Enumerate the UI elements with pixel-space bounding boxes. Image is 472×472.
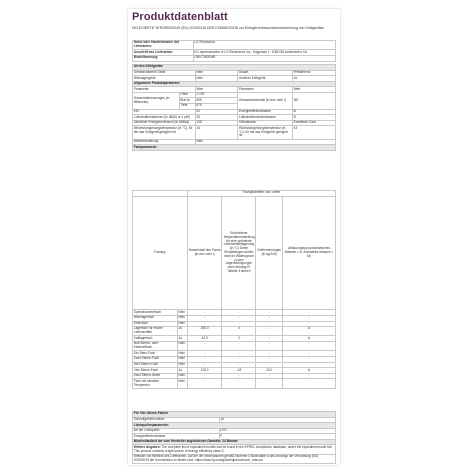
general-header: Allgemeine Produktparameter: — [133, 81, 336, 87]
compartment-cell: - — [187, 362, 222, 368]
compartment-cell: - — [222, 362, 256, 368]
volume-label: Gesamtrauminhalt (in dm³ oder l) — [238, 92, 293, 109]
compartment-cell: - — [282, 362, 335, 368]
general-cell: Energieeffizienzklasse — [238, 109, 293, 115]
compartment-cell: 115,0 — [187, 368, 222, 374]
winter-value: Nein — [195, 139, 335, 145]
general-cell: B — [292, 115, 335, 121]
param-head: Parameter — [133, 87, 196, 93]
volume-value: 387 — [292, 92, 335, 109]
compartment-cell: - — [256, 336, 283, 342]
compartment-cell: Nein — [177, 315, 187, 321]
compartment-cell: 10,0 — [256, 368, 283, 374]
compartment-cell: - — [282, 357, 335, 363]
info-text: The complete list of equivalent models can be found in the EPREL compliance database, under the equivalent model tab. This product contains a light source of energy efficiency class G. — [133, 444, 333, 453]
warranty: Mindestlaufzeit der vom Hersteller angebotenen Garantie: 24 Monate — [133, 439, 336, 445]
compartment-cell: Nein — [177, 379, 187, 388]
general-cell: 43 — [292, 126, 335, 139]
compartment-rows — [133, 310, 336, 388]
compartment-cell: Null-Sterne- oder Eisbereitfach — [133, 342, 178, 351]
compartment-cell: - — [256, 342, 283, 351]
four-star-header: Für Vier-Sterne-Fächer — [133, 412, 336, 418]
compartment-cell: A — [282, 327, 335, 336]
light-type-label: Art der Lichtquelle — [133, 428, 220, 434]
compartment-cell: Fach mit variabler Temperatur — [133, 379, 178, 388]
compartment-cell: Nein — [177, 357, 187, 363]
param-head: Parameter — [238, 87, 293, 93]
compartment-cell: Zwei-Sterne-Abteil — [133, 373, 178, 379]
param-head: Wert — [195, 87, 238, 93]
supplier-address-label: Anschrift des Lieferanten: — [133, 50, 194, 56]
compartment-cell: - — [187, 321, 222, 327]
compartment-cell: Ja — [177, 336, 187, 342]
compartment-cell: - — [187, 315, 222, 321]
compartment-cell: - — [256, 327, 283, 336]
compartment-cell: 44,0 — [187, 336, 222, 342]
compartment-cell: - — [256, 362, 283, 368]
compartment-cell: - — [282, 351, 335, 357]
compartment-cell: - — [222, 342, 256, 351]
compartment-cell: Speisekammerfach — [133, 310, 178, 316]
compartment-cell: Ein-Stern-Fach — [133, 351, 178, 357]
supplier-table — [132, 40, 336, 62]
compartment-cell: Weinlagerfach — [133, 315, 178, 321]
general-cell: 138 — [195, 120, 238, 126]
page-title: Produktdatenblatt — [132, 11, 228, 23]
compartment-cell: - — [256, 315, 283, 321]
compartment-cell: - — [256, 357, 283, 363]
compartment-header: Fachparameter: — [133, 145, 336, 151]
model-label: Modellkennung: — [133, 55, 194, 61]
compartment-cell: Nein — [177, 351, 187, 357]
weblink[interactable]: Website von Weblink des Lieferanten, auf der die Informationen gemäß Nummer 4 Buchstabe a des Anhangs der Verordnung (EU) 2019/2019 der Kommission zu finden sind: https://www.lg.com/global/qpa/common_manual — [133, 454, 336, 463]
compartment-cell: - — [222, 321, 256, 327]
comp-head-temp: Empfohlene Temperatureinstellung für eine optimierte Lebensmittellagerung (in °C) Diese Einstellungen dürfen nicht im Widerspruch zu den Lagerbedingungen nach Anhang IV Tabelle 3 stehen — [222, 196, 256, 310]
compartment-cell: - — [187, 357, 222, 363]
compartment-cell: - — [187, 379, 222, 388]
device-cell: Bauart — [238, 70, 293, 76]
dim-name: Brei-te — [179, 98, 195, 104]
dim-value: 675 — [195, 104, 238, 110]
compartment-cell: Zwei-Sterne-Fach — [133, 357, 178, 363]
compartment-cell: A — [282, 368, 335, 374]
info-label: Weitere Angaben: — [133, 444, 161, 449]
general-cell: Höchstumgebungstemperatur (in °C), für die das Kühlgerät geeignet ist — [238, 126, 293, 139]
general-cell: 16 — [195, 126, 238, 139]
compartment-cell: - — [282, 310, 335, 316]
compartment-cell: Drei-Sterne-Fach — [133, 362, 178, 368]
comp-head-defrost: Abtauungstyp (automatisches Abtauen = A, manuelles Abtauen = M) — [282, 196, 335, 310]
device-type-header: Art des Kühlgeräts: — [133, 65, 336, 71]
compartment-cell: - — [256, 321, 283, 327]
device-cell: Nein — [195, 70, 238, 76]
compartment-cell: Nein — [177, 310, 187, 316]
light-type-value: LED — [219, 428, 335, 434]
device-cell: Ja — [292, 76, 335, 82]
compartment-cell: - — [282, 315, 335, 321]
general-cell: Klimaklasse — [238, 120, 293, 126]
compartment-table — [132, 190, 336, 389]
quick-freeze-label: Schnellgefrierfunktion — [133, 417, 220, 423]
general-cell: EEI — [133, 109, 196, 115]
compartment-cell: A — [282, 336, 335, 342]
device-cell: Nein — [195, 76, 238, 82]
compartment-cell: Ja — [177, 327, 187, 336]
compartment-cell: - — [222, 379, 256, 388]
light-class-value: F — [219, 434, 335, 440]
compartment-cell: - — [222, 373, 256, 379]
general-cell: Luftschallemissionen (in dB(A) re 1 pW) — [133, 115, 196, 121]
comp-head-type: Fachtyp — [133, 196, 188, 310]
compartment-cell: - — [256, 373, 283, 379]
compartment-cell: Lagerfach für frische Lebensmittel — [133, 327, 178, 336]
compartment-row — [133, 327, 336, 336]
comp-head-volume: Rauminhalt des Fachs (in dm³ oder l) — [187, 196, 222, 310]
dim-name: Höhe — [179, 92, 195, 98]
compartment-cell: Nein — [177, 362, 187, 368]
general-cell: 53 — [195, 109, 238, 115]
quick-freeze-value: Ja — [219, 417, 335, 423]
dim-name: Tiefe — [179, 104, 195, 110]
compartment-cell: - — [222, 357, 256, 363]
compartment-cell: - — [187, 373, 222, 379]
compartment-cell: - — [187, 310, 222, 316]
compartment-cell: 2 — [222, 336, 256, 342]
compartment-cell: - — [256, 310, 283, 316]
general-table — [132, 64, 336, 151]
compartment-cell: - — [282, 342, 335, 351]
supplier-name-label: Name oder Handelsmarke des Lieferanten: — [133, 41, 194, 50]
device-cell: Geräuscharmes Gerät — [133, 70, 196, 76]
supplier-name-value: LG Electronics — [193, 41, 335, 50]
compartment-cell: Nein — [177, 321, 187, 327]
dim-value: 2 030 — [195, 92, 238, 98]
compartment-cell: - — [222, 351, 256, 357]
info-cell — [133, 445, 336, 454]
compartment-cell: Kaltlagerfach — [133, 336, 178, 342]
compartment-cell: Nein — [177, 342, 187, 351]
param-head: Wert — [292, 87, 335, 93]
compartment-cell: - — [256, 379, 283, 388]
light-header: Lichtquellenparameter: — [133, 423, 336, 429]
comp-head-freeze: Gefriervermögen (in kg/24h) — [256, 196, 283, 310]
device-cell: Freistehend — [292, 70, 335, 76]
compartment-cell: - — [256, 351, 283, 357]
general-cell: Mindestumgebungstemperatur (in °C), für die das Kühlgerät geeignet ist — [133, 126, 196, 139]
regulation-text: DELEGIERTE VERORDNUNG (EU) 2019/2016 DER KOMMISSION zur Energieverbrauchskennzeichnung von Kühlgeräten — [132, 26, 325, 30]
compartment-cell: - — [222, 310, 256, 316]
compartment-cell: 255,0 — [187, 327, 222, 336]
device-cell: Anderes Kühlgerät — [238, 76, 293, 82]
compartment-cell: - — [282, 373, 335, 379]
winter-label: Wintereinstellung — [133, 139, 196, 145]
compartment-cell: Vier-Sterne-Fach — [133, 368, 178, 374]
dim-value: 595 — [195, 98, 238, 104]
general-cell: Erweiterte Zone — [292, 120, 335, 126]
compartment-cell: - — [282, 379, 335, 388]
compartment-cell: - — [222, 315, 256, 321]
general-cell: Jährlicher Energieverbrauch (in kWh/a) — [133, 120, 196, 126]
model-value: GBV7280EMB — [193, 55, 335, 61]
device-cell: Weinlagergerät — [133, 76, 196, 82]
general-cell: B — [292, 109, 335, 115]
lower-table — [132, 411, 336, 464]
supplier-address-value: EU representative of LG Electronics Inc., Krijgsman 1, 1186 DM Amstelveen, NL — [193, 50, 335, 56]
general-cell: 33 — [195, 115, 238, 121]
general-cell: Luftschallemissionsklasse — [238, 115, 293, 121]
compartment-row — [133, 342, 336, 351]
compartment-cell: - — [187, 342, 222, 351]
compartment-cell: - — [187, 351, 222, 357]
comp-group-header: Fachparameter und -werte — [187, 191, 335, 197]
product-data-sheet — [128, 9, 340, 465]
compartment-cell: - — [282, 321, 335, 327]
compartment-cell: -18 — [222, 368, 256, 374]
light-class-label: Energieeffizienzklasse — [133, 434, 220, 440]
compartment-cell: Ja — [177, 368, 187, 374]
compartment-cell: Nein — [177, 373, 187, 379]
compartment-cell: Kellerfach — [133, 321, 178, 327]
compartment-row — [133, 379, 336, 388]
dims-label: Gesamtabmessungen (in Millimeter) — [133, 92, 180, 109]
compartment-cell: 4 — [222, 327, 256, 336]
